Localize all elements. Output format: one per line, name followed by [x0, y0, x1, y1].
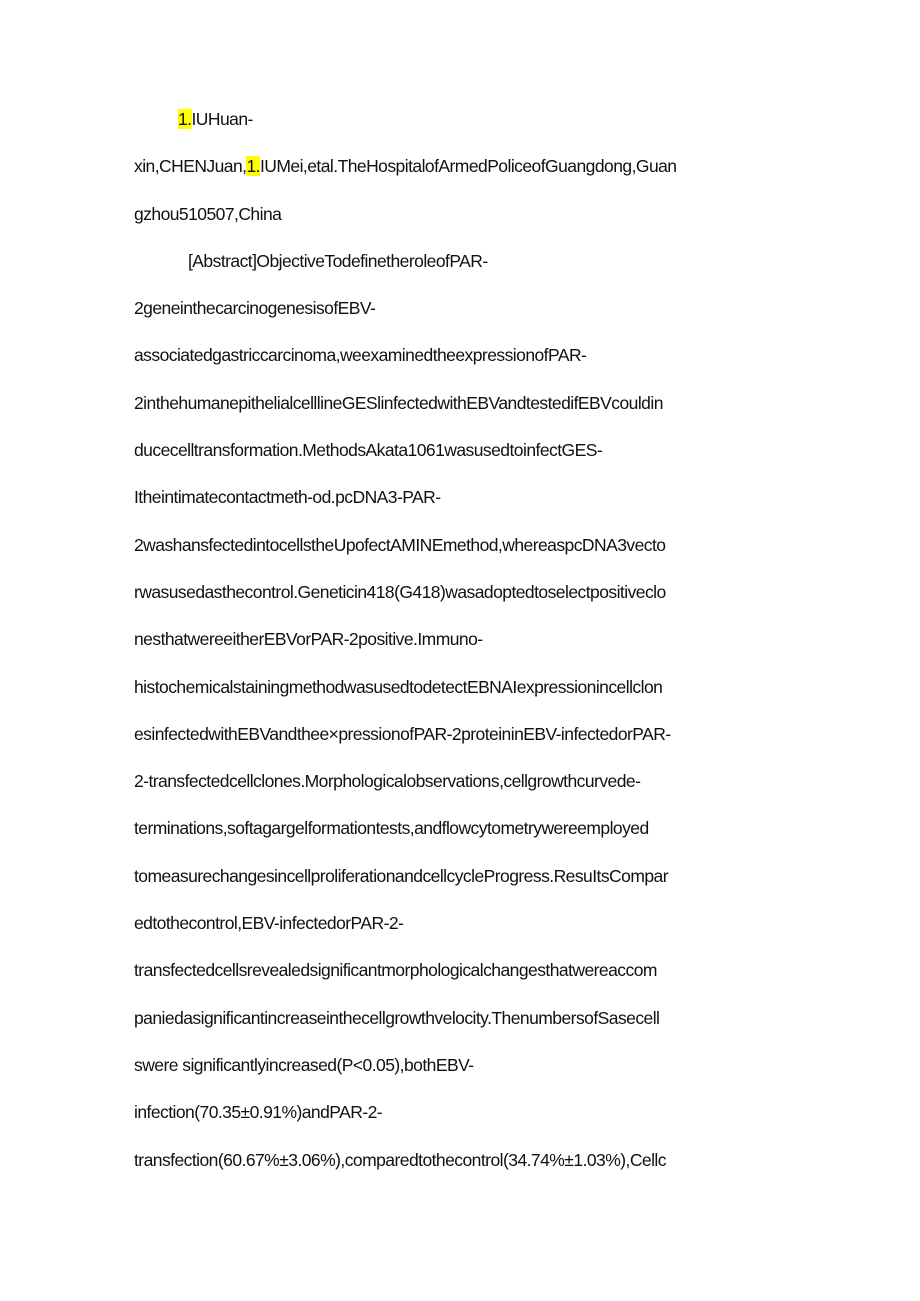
abstract-text	[134, 104, 794, 1192]
text-line: ducecelltransformation.MethodsAkata1061wasusedtoinfectGES-	[134, 440, 603, 461]
highlight-mark: 1.	[178, 109, 192, 129]
text-line: paniedasignificantincreaseinthecellgrowthvelocity.ThenumbersofSasecell	[134, 1007, 660, 1028]
text-line: gzhou510507,China	[134, 203, 282, 224]
text-line: tomeasurechangesincellproliferationandcellcycleProgress.ResuItsCompar	[134, 865, 668, 886]
text-line: 2inthehumanepithelialcelllineGESlinfectedwithEBVandtestedifEBVcouldin	[134, 392, 663, 413]
text-line: transfection(60.67%±3.06%),comparedtothecontrol(34.74%±1.03%),Cellc	[134, 1149, 666, 1170]
text-line: nesthatwereeitherEBVorPAR-2positive.Immuno-	[134, 629, 483, 650]
text-line: 2geneinthecarcinogenesisofEBV-	[134, 298, 376, 319]
text-line: rwasusedasthecontrol.Geneticin418(G418)wasadoptedtoselectpositiveclo	[134, 581, 666, 602]
text-line: histochemicalstainingmethodwasusedtodetectEBNAIexpressionincellclon	[134, 676, 663, 697]
text-line: 2washansfectedintocellstheUpofectAMINEmethod,whereaspcDNA3vecto	[134, 534, 666, 555]
text-line	[134, 151, 794, 198]
text-line: associatedgastriccarcinoma,weexaminedtheexpressionofPAR-	[134, 345, 587, 366]
text-segment: xin,CHENJuan,	[134, 156, 247, 177]
text-line: transfectedcellsrevealedsignificantmorphologicalchangesthatwereaccom	[134, 960, 657, 981]
text-line: infection(70.35±0.91%)andPAR-2-	[134, 1102, 383, 1123]
text-line: 2-transfectedcellclones.Morphologicalobservations,cellgrowthcurvede-	[134, 771, 641, 792]
text-line: edtothecontrol,EBV-infectedorPAR-2-	[134, 913, 404, 934]
text-line: Itheintimatecontactmeth-od.pcDNA3-PAR-	[134, 487, 441, 508]
abstract-heading-line: [Abstract]ObjectiveTodefinetheroleofPAR-	[188, 250, 488, 271]
text-line	[134, 104, 794, 151]
highlight-mark: 1.	[246, 156, 260, 177]
text-line: terminations,softagargelformationtests,andflowcytometrywereemployed	[134, 818, 649, 839]
text-segment: IUMei,etal.TheHospitalofArmedPoliceofGuangdong,Guan	[259, 156, 677, 177]
text-line: swere significantlyincreased(P<0.05),bothEBV-	[134, 1054, 474, 1075]
text-line: esinfectedwithEBVandthee×pressionofPAR-2proteininEBV-infectedorPAR-	[134, 723, 671, 744]
text-segment: IUHuan-	[191, 109, 253, 129]
